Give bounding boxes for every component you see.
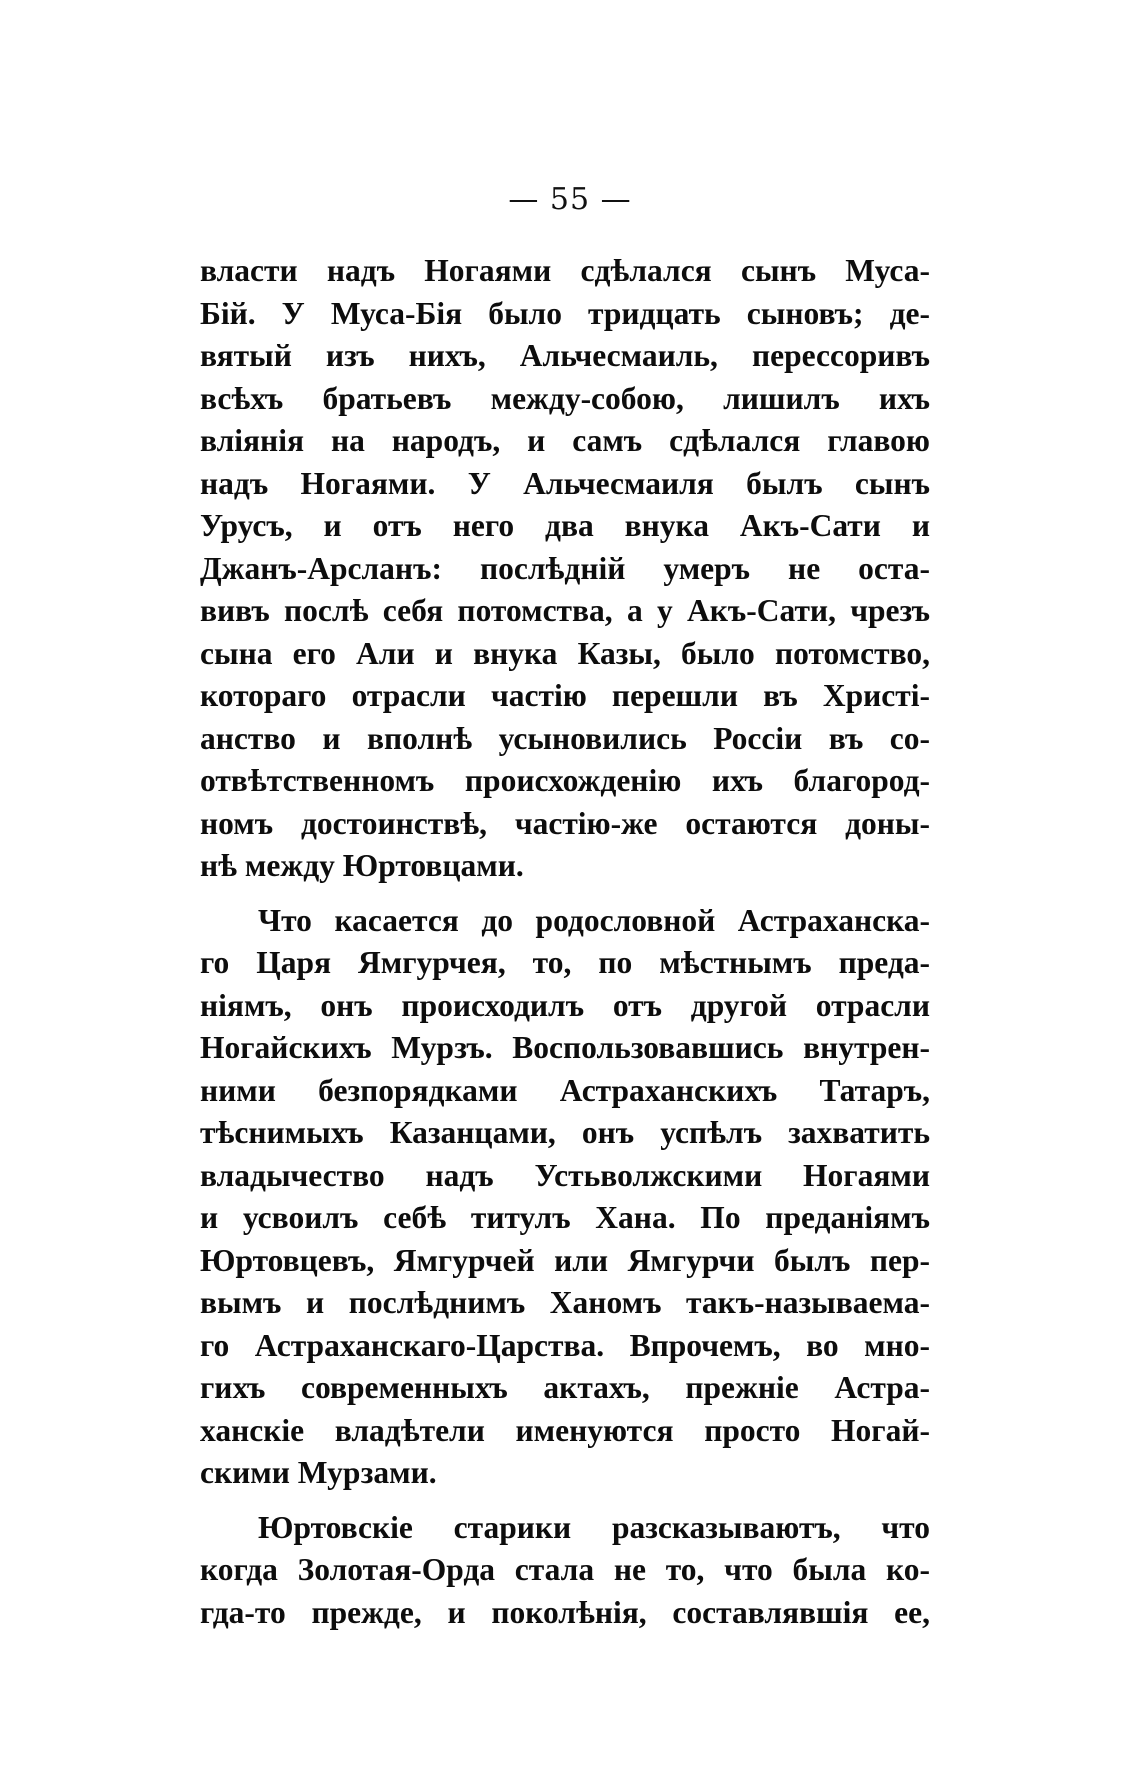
text-line: владычество надъ Устьволжскими Ногаями xyxy=(200,1157,930,1193)
text-line: нѣ между Юртовцами. xyxy=(200,848,524,883)
text-line: когда Золотая-Орда стала не то, что была ко- xyxy=(200,1552,930,1587)
text-line: анство и вполнѣ усыновились Россіи въ со- xyxy=(200,720,930,756)
text-line: Что касается до родословной Астраханска- xyxy=(258,902,930,938)
paragraph-1 xyxy=(200,250,930,888)
text-line: гихъ современныхъ актахъ, прежніе Астра- xyxy=(200,1370,930,1405)
text-line: Урусъ, и отъ него два внука Акъ-Сати и xyxy=(200,508,930,543)
text-line: и усвоилъ себѣ титулъ Хана. По преданіямъ xyxy=(200,1200,930,1235)
text-line: Юртовцевъ, Ямгурчей или Ямгурчи былъ пер- xyxy=(200,1242,930,1278)
text-line: го Астраханскаго-Царства. Впрочемъ, во мно- xyxy=(200,1327,930,1363)
text-line: котораго отрасли частію перешли въ Христі- xyxy=(200,678,930,713)
text-line: вивъ послѣ себя потомства, а у Акъ-Сати, чрезъ xyxy=(200,593,930,628)
text-line: сына его Али и внука Казы, было потомство, xyxy=(200,635,930,671)
text-line: надъ Ногаями. У Альчесмаиля былъ сынъ xyxy=(200,465,930,501)
text-line: Юртовскіе старики разсказываютъ, что xyxy=(258,1509,930,1545)
text-line: вліянія на народъ, и самъ сдѣлался главою xyxy=(200,423,930,458)
text-line: скими Мурзами. xyxy=(200,1455,437,1490)
text-line: всѣхъ братьевъ между-собою, лишилъ ихъ xyxy=(200,380,930,416)
paragraph-2 xyxy=(200,900,930,1495)
text-line: отвѣтственномъ происхожденію ихъ благород- xyxy=(200,763,930,798)
text-line: ніямъ, онъ происходилъ отъ другой отрасли xyxy=(200,987,930,1023)
text-line: вымъ и послѣднимъ Ханомъ такъ-называема- xyxy=(200,1285,930,1320)
text-line: Бій. У Муса-Бія было тридцать сыновъ; де- xyxy=(200,295,930,331)
body-text xyxy=(200,250,930,1634)
text-line: тѣснимыхъ Казанцами, онъ успѣлъ захватить xyxy=(200,1115,930,1150)
page-number: — 55 — xyxy=(508,182,632,217)
text-line: го Царя Ямгурчея, то, по мѣстнымъ преда- xyxy=(200,945,930,980)
text-line: номъ достоинствѣ, частію-же остаются доны- xyxy=(200,805,930,841)
text-line: вятый изъ нихъ, Альчесмаиль, перессоривъ xyxy=(200,338,930,373)
text-line: власти надъ Ногаями сдѣлался сынъ Муса- xyxy=(200,253,930,288)
paragraph-3 xyxy=(200,1507,930,1635)
text-line: ними безпорядками Астраханскихъ Татаръ, xyxy=(200,1072,930,1108)
text-line: Ногайскихъ Мурзъ. Воспользовавшись внутрен- xyxy=(200,1030,930,1065)
text-line: ханскіе владѣтели именуются просто Ногай- xyxy=(200,1412,930,1448)
text-line: гда-то прежде, и поколѣнія, составлявшія ее, xyxy=(200,1594,930,1630)
text-line: Джанъ-Арсланъ: послѣдній умеръ не оста- xyxy=(200,550,930,586)
